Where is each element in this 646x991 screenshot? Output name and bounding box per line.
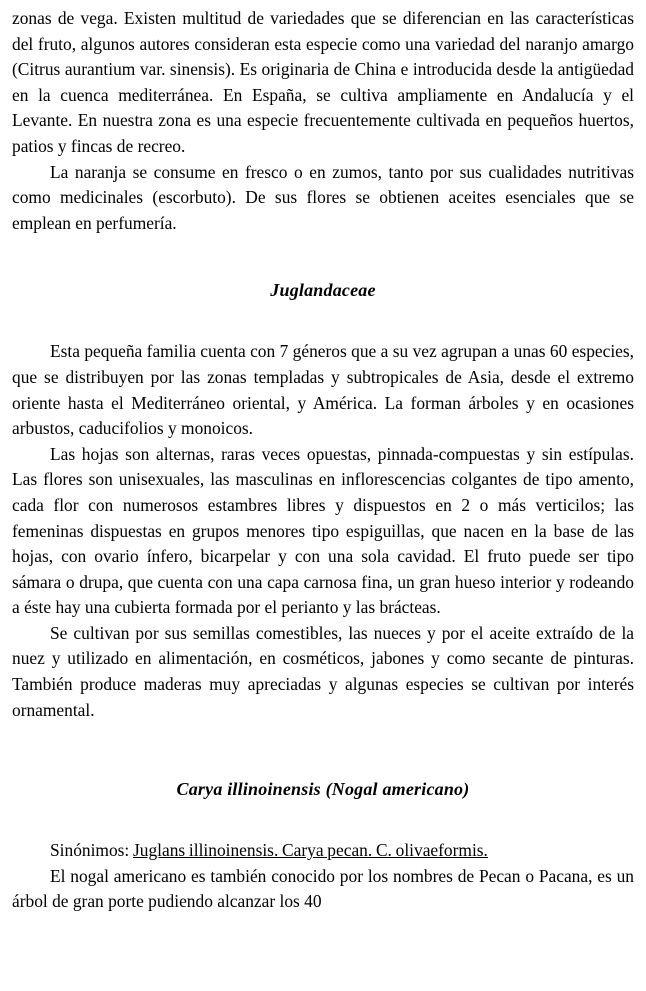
paragraph-synonyms [12,838,634,864]
spacer-after-family-heading [12,301,634,339]
synonyms-list: Juglans illinoinensis. Carya pecan. C. olivaeformis. [133,840,488,861]
spacer-before-family-heading [12,236,634,280]
species-heading-carya-illinoinensis: Carya illinoinensis (Nogal americano) [176,779,470,800]
spacer-after-species-heading [12,800,634,838]
paragraph-pecan-description: El nogal americano es también conocido por los nombres de Pecan o Pacana, es un árbol de gran porte pudiendo alcanzar los 40 [12,865,634,912]
paragraph-cultivation-uses: Se cultivan por sus semillas comestibles, las nueces y por el aceite extraído de la nuez y utilizado en alimentación, en cosméticos, jabones y como secante de pinturas. También produce maderas muy apreciadas y algunas especies se cultivan por interés ornamental. [12,622,634,720]
spacer-before-species-heading [12,723,634,779]
paragraph-family-description: Esta pequeña familia cuenta con 7 géneros que a su vez agrupan a unas 60 especies, que se distribuyen por las zonas templadas y subtropicales de Asia, desde el extremo oriente hasta el Mediterráneo oriental, y América. La forman árboles y en ocasiones arbustos, caducifolios y monoicos. [12,341,634,439]
synonyms-label: Sinónimos: [50,840,130,861]
paragraph-orange-uses: La naranja se consume en fresco o en zumos, tanto por sus cualidades nutritivas como medicinales (escorbuto). De sus flores se obtienen aceites esenciales que se emplean en perfumería. [12,161,634,233]
paragraph-orange-varieties: zonas de vega. Existen multitud de variedades que se diferencian en las características del fruto, algunos autores consideran esta especie como una variedad del naranjo amargo (Citrus aurantium var. sinensis). Es originaria de China e introducida desde la antigüedad en la cuenca mediterránea. En España, se cultiva ampliamente en Andalucía y el Levante. En nuestra zona es una especie frecuentemente cultivada en pequeños huertos, patios y fincas de recreo. [12,8,634,156]
family-heading-juglandaceae: Juglandaceae [270,280,376,301]
paragraph-leaves-flowers-fruit: Las hojas son alternas, raras veces opuestas, pinnada-compuestas y sin estípulas. Las flores son unisexuales, las masculinas en inflorescencias colgantes de tipo amento, cada flor con numerosos estambres libres y dispuestos en 2 o más verticilos; las femeninas dispuestas en grupos menores tipo espiguillas, que nacen en la base de las hojas, con ovario ínfero, bicarpelar y con una sola cavidad. El fruto puede ser tipo sámara o drupa, que cuenta con una capa carnosa fina, un gran hueso interior y rodeando a éste hay una cubierta formada por el perianto y las brácteas. [12,443,634,618]
